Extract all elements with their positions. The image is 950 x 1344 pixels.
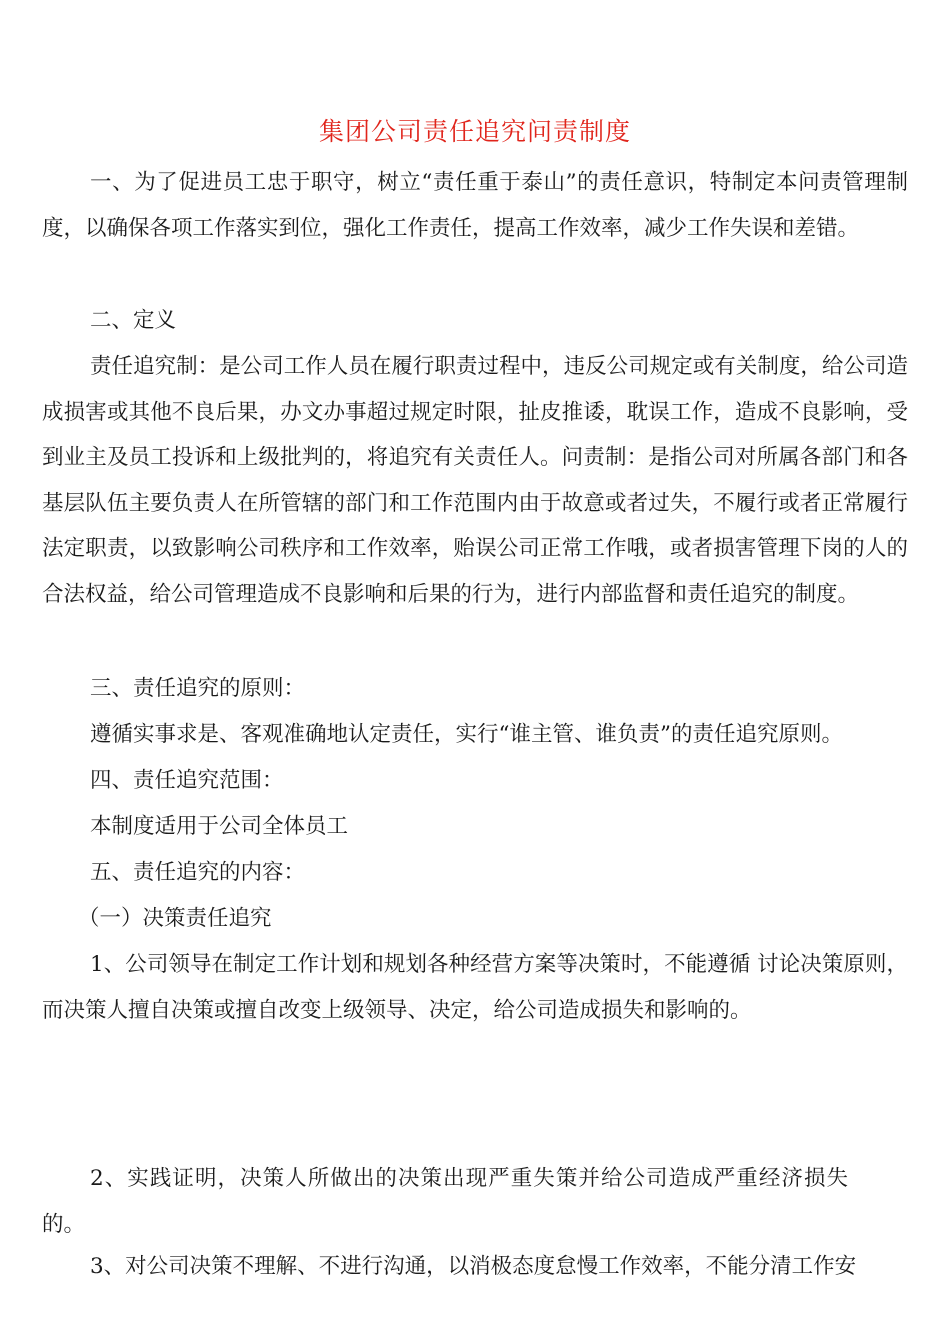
subsection-heading-decision: （一）决策责任追究: [78, 906, 272, 931]
paragraph-principle: 遵循实事求是、客观准确地认定责任，实行“谁主管、谁负责”的责任追究原则。: [90, 722, 843, 747]
section-heading-scope: 四、责任追究范围：: [90, 768, 284, 793]
paragraph-scope: 本制度适用于公司全体员工: [90, 814, 349, 839]
section-heading-definition: 二、定义: [90, 308, 177, 333]
list-item-1: 1、公司领导在制定工作计划和规划各种经营方案等决策时，不能遵循 讨论决策原则，而决策人擅自决策或擅自改变上级领导、决定，给公司造成损失和影响的。: [42, 952, 908, 1023]
list-item-2: 2、实践证明，决策人所做出的决策出现严重失策并给公司造成严重经济损失的。: [42, 1166, 848, 1237]
list-item-3: 3、对公司决策不理解、不进行沟通，以消极态度怠慢工作效率，不能分清工作安: [90, 1254, 857, 1279]
paragraph-purpose: 一、为了促进员工忠于职守，树立“责任重于泰山”的责任意识，特制定本问责管理制度，以确保各项工作落实到位，强化工作责任，提高工作效率，减少工作失误和差错。: [42, 170, 908, 241]
document-title: 集团公司责任追究问责制度: [318, 117, 631, 146]
paragraph-definition: 责任追究制：是公司工作人员在履行职责过程中，违反公司规定或有关制度，给公司造成损害或其他不良后果，办文办事超过规定时限，扯皮推诿，耽误工作，造成不良影响，受到业主及员工投诉和上级批判的，将追究有关责任人。问责制：是指公司对所属各部门和各基层队伍主要负责人在所管辖的部门和工作范围内由于故意或者过失，不履行或者正常履行法定职责，以致影响公司秩序和工作效率，贻误公司正常工作哦，或者损害管理下岗的人的合法权益，给公司管理造成不良影响和后果的行为，进行内部监督和责任追究的制度。: [42, 354, 908, 607]
section-heading-principle: 三、责任追究的原则：: [90, 676, 306, 701]
section-heading-content: 五、责任追究的内容：: [90, 860, 306, 885]
